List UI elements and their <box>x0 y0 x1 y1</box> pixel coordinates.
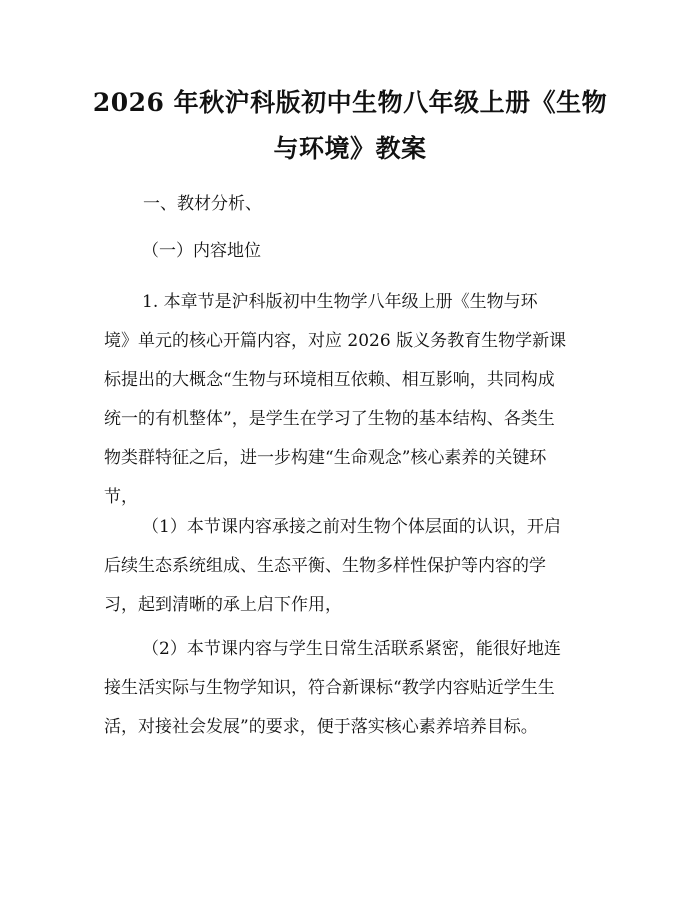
paragraph-3 <box>104 630 600 747</box>
paragraph-3-line: 接生活实际与生物学知识，符合新课标“教学内容贴近学生生 <box>104 678 555 698</box>
paragraph-1 <box>104 283 600 517</box>
paragraph-1-line: 境》单元的核心开篇内容，对应 2026 版义务教育生物学新课 <box>104 331 567 351</box>
document-title-line-2: 与环境》教案 <box>273 134 427 163</box>
subsection-heading-content-position: （一）内容地位 <box>142 241 261 261</box>
paragraph-2-line: 习，起到清晰的承上启下作用， <box>104 595 342 615</box>
section-heading-textbook-analysis: 一、教材分析、 <box>143 194 262 214</box>
paragraph-2-line: 后续生态系统组成、生态平衡、生物多样性保护等内容的学 <box>104 556 546 576</box>
paragraph-1-line: 统一的有机整体”，是学生在学习了生物的基本结构、各类生 <box>104 409 555 429</box>
document-title-line-1: 2026 年秋沪科版初中生物八年级上册《生物 <box>92 88 608 117</box>
paragraph-3-line: （2）本节课内容与学生日常生活联系紧密，能很好地连 <box>142 639 561 659</box>
paragraph-3-line: 活，对接社会发展”的要求，便于落实核心素养培养目标。 <box>104 717 538 737</box>
paragraph-1-line: 节， <box>104 487 138 507</box>
paragraph-2 <box>104 508 600 625</box>
paragraph-1-line: 物类群特征之后，进一步构建“生命观念”核心素养的关键环 <box>104 448 547 468</box>
paragraph-1-line: 1. 本章节是沪科版初中生物学八年级上册《生物与环 <box>142 292 538 312</box>
paragraph-2-line: （1）本节课内容承接之前对生物个体层面的认识，开启 <box>142 517 561 537</box>
paragraph-1-line: 标提出的大概念“生物与环境相互依赖、相互影响，共同构成 <box>104 370 555 390</box>
